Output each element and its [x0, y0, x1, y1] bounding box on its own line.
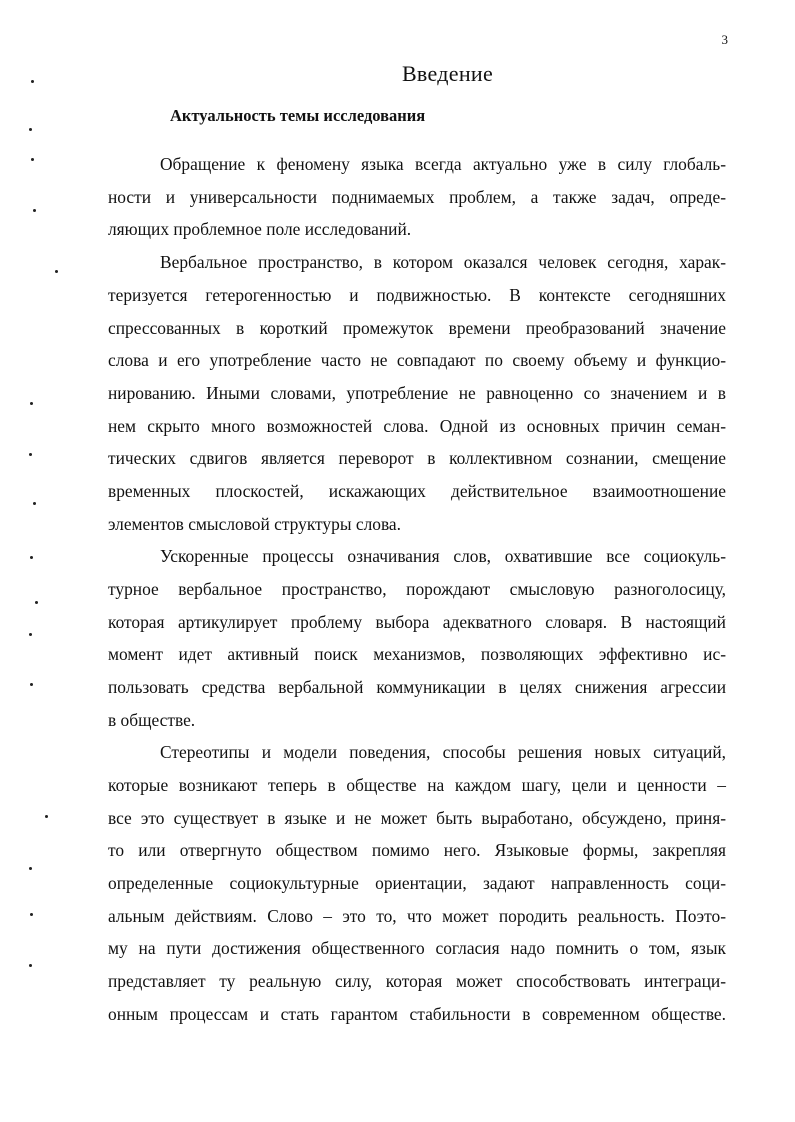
text-line: альным действиям. Слово – это то, что может породить реальность. Поэто-	[108, 906, 726, 926]
text-line: которая артикулирует проблему выбора адекватного словаря. В настоящий	[108, 612, 726, 632]
scan-speck	[30, 402, 33, 405]
text-line: элементов смысловой структуры слова.	[108, 514, 401, 534]
scan-speck	[30, 683, 33, 686]
page-number: 3	[721, 32, 728, 47]
scan-speck	[31, 158, 34, 161]
text-line: то или отвергнуто обществом помимо него. Языковые формы, закрепляя	[108, 840, 726, 860]
text-line: которые возникают теперь в обществе на каждом шагу, цели и ценности –	[108, 775, 726, 795]
scan-speck	[55, 270, 58, 273]
text-line: временных плоскостей, искажающих действительное взаимоотношение	[108, 481, 726, 501]
scan-speck	[30, 913, 33, 916]
text-line: нированию. Иными словами, употребление не равноценно со значением и в	[108, 383, 726, 403]
page-title: Введение	[401, 61, 494, 86]
text-line: Вербальное пространство, в котором оказался человек сегодня, харак-	[160, 252, 726, 272]
scan-speck	[33, 209, 36, 212]
scan-speck	[31, 80, 34, 83]
scan-speck	[29, 453, 32, 456]
text-line: онным процессам и стать гарантом стабильности в современном обществе.	[108, 1004, 726, 1024]
text-line: в обществе.	[108, 710, 196, 730]
text-line: ности и универсальности поднимаемых проблем, а также задач, опреде-	[108, 187, 726, 207]
text-line: все это существует в языке и не может быть выработано, обсуждено, приня-	[108, 808, 726, 828]
section-subtitle: Актуальность темы исследования	[170, 106, 426, 125]
text-line: представляет ту реальную силу, которая может способствовать интеграци-	[108, 971, 726, 991]
text-line: турное вербальное пространство, порождают смысловую разноголосицу,	[108, 579, 726, 599]
scan-speck	[45, 815, 48, 818]
text-line: Стереотипы и модели поведения, способы решения новых ситуаций,	[160, 742, 726, 762]
text-line: пользовать средства вербальной коммуникации в целях снижения агрессии	[108, 677, 726, 697]
scan-speck	[29, 964, 32, 967]
text-line: момент идет активный поиск механизмов, позволяющих эффективно ис-	[108, 644, 726, 664]
text-line: тических сдвигов является переворот в коллективном сознании, смещение	[108, 448, 726, 468]
text-line: Ускоренные процессы означивания слов, охватившие все социокуль-	[160, 546, 726, 566]
scan-speck	[30, 556, 33, 559]
scan-speck	[29, 128, 32, 131]
text-line: теризуется гетерогенностью и подвижностью. В контексте сегодняшних	[108, 285, 726, 305]
text-line: му на пути достижения общественного согласия надо помнить о том, язык	[108, 938, 726, 958]
text-line: Обращение к феномену языка всегда актуально уже в силу глобаль-	[160, 154, 726, 174]
scan-speck	[33, 502, 36, 505]
text-line: слова и его употребление часто не совпадают по своему объему и функцио-	[108, 350, 726, 370]
text-line: нем скрыто много возможностей слова. Одной из основных причин семан-	[108, 416, 726, 436]
scan-speck	[29, 633, 32, 636]
scan-speck	[29, 867, 32, 870]
text-line: ляющих проблемное поле исследований.	[108, 219, 412, 239]
scan-speck	[35, 601, 38, 604]
text-line: спрессованных в короткий промежуток времени преобразований значение	[108, 318, 726, 338]
text-line: определенные социокультурные ориентации, задают направленность соци-	[108, 873, 726, 893]
